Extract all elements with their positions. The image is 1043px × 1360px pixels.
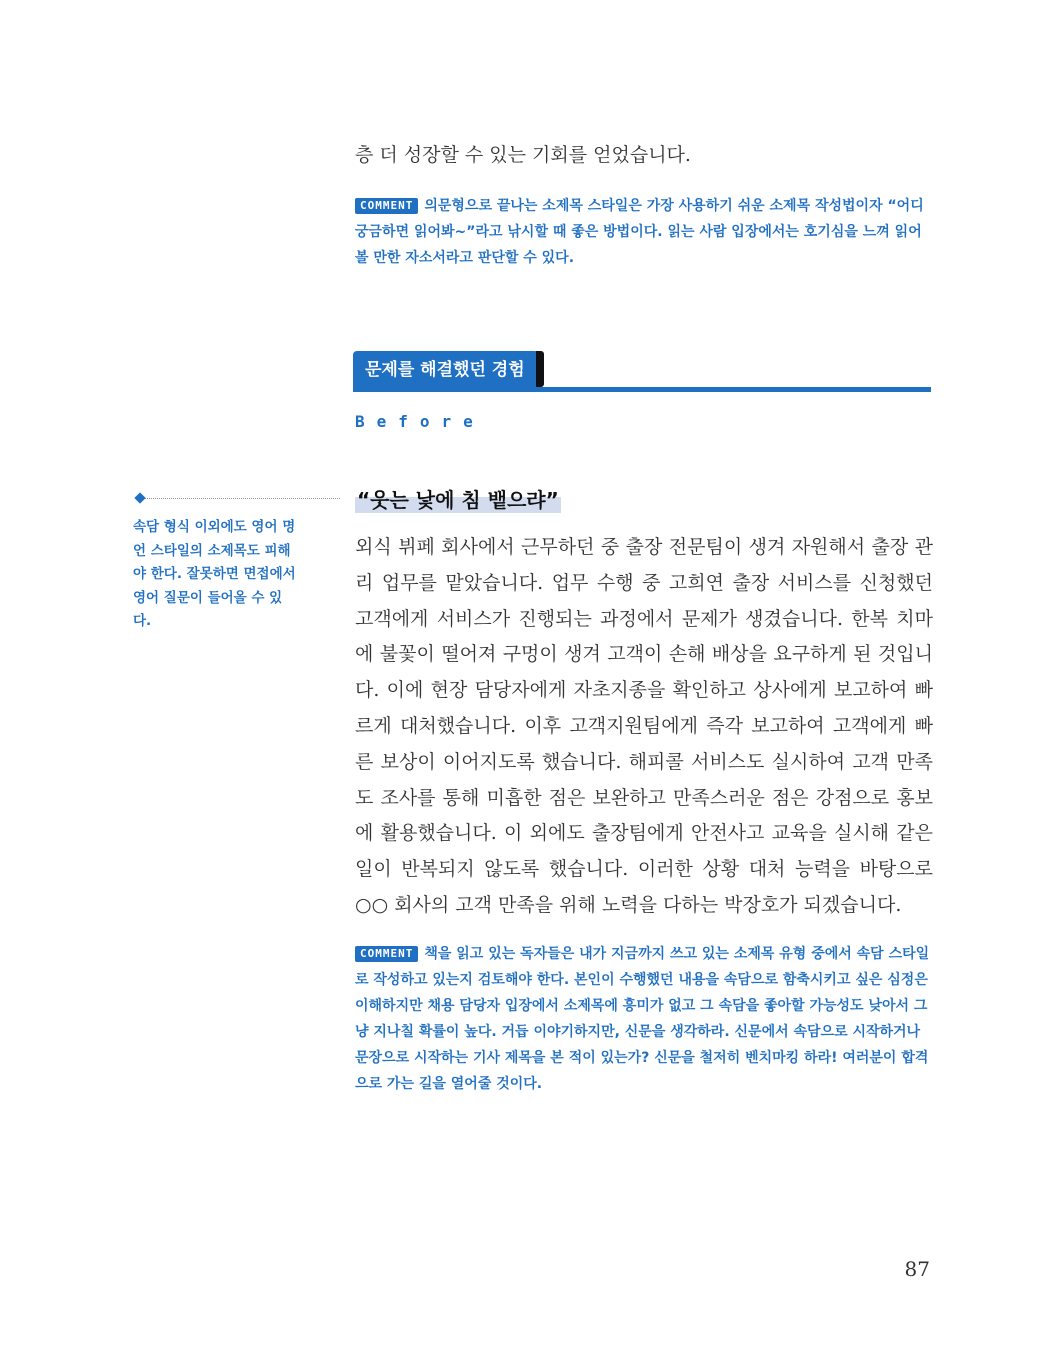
comment-block-2 <box>355 941 935 1097</box>
comment-tag: COMMENT <box>355 946 418 962</box>
before-label: Before <box>355 412 485 431</box>
comment-block-1 <box>355 193 935 271</box>
section-title: 문제를 해결했던 경험 <box>353 351 539 387</box>
sidenote-diamond-icon <box>134 492 145 503</box>
lead-line: 층 더 성장할 수 있는 기회를 얻었습니다. <box>355 144 691 166</box>
section-title-cap <box>536 351 544 387</box>
body-text: 외식 뷔페 회사에서 근무하던 중 출장 전문팀이 생겨 자원해서 출장 관리 업무를 맡았습니다. 업무 수행 중 고희연 출장 서비스를 신청했던 고객에게 서비스가 진행되는 과정에서 문제가 생겼습니다. 한복 치마에 불꽃이 떨어져 구멍이 생겨 고객이 손해 배상을 요구하게 된 것입니다. 이에 현장 담당자에게 자초지종을 확인하고 상사에게 보고하여 빠르게 대처했습니다. 이후 고객지원팀에게 즉각 보고하여 고객에게 빠른 보상이 이어지도록 했습니다. 해피콜 서비스도 실시하여 고객 만족도 조사를 통해 미흡한 점은 보완하고 만족스러운 점은 강점으로 홍보에 활용했습니다. 이 외에도 출장팀에게 안전사고 교육을 실시해 같은 일이 반복되지 않도록 했습니다. 이러한 상황 대처 능력을 바탕으로 ○○ 회사의 고객 만족을 위해 노력을 다하는 박장호가 되겠습니다. <box>355 536 933 916</box>
section-rule <box>353 387 931 392</box>
sidenote-leader-line <box>140 498 340 499</box>
sidenote-text: 속담 형식 이외에도 영어 명언 스타일의 소제목도 피해야 한다. 잘못하면 면접에서 영어 질문이 들어올 수 있다. <box>133 519 296 629</box>
comment-text-1: 의문형으로 끝나는 소제목 스타일은 가장 사용하기 쉬운 소제목 작성법이자 “어디 궁금하면 읽어봐~”라고 낚시할 때 좋은 방법이다. 읽는 사람 입장에서는 호기심을 느껴 읽어볼 만한 자소서라고 판단할 수 있다. <box>355 198 924 266</box>
page-number: 87 <box>904 1257 930 1281</box>
comment-tag: COMMENT <box>355 198 418 214</box>
section-header <box>353 351 931 393</box>
comment-text-2: 책을 읽고 있는 독자들은 내가 지금까지 쓰고 있는 소제목 유형 중에서 속담 스타일로 작성하고 있는지 검토해야 한다. 본인이 수행했던 내용을 속담으로 함축시키고 싶은 심정은 이해하지만 채용 담당자 입장에서 소제목에 흥미가 없고 그 속담을 좋아할 가능성도 낮아서 그냥 지나칠 확률이 높다. 거듭 이야기하지만, 신문을 생각하라. 신문에서 속담으로 시작하거나 문장으로 시작하는 기사 제목을 본 적이 있는가? 신문을 철저히 벤치마킹 하라! 여러분이 합격으로 가는 길을 열어줄 것이다. <box>355 946 930 1092</box>
quote-title: “웃는 낯에 침 뱉으랴” <box>355 484 561 513</box>
